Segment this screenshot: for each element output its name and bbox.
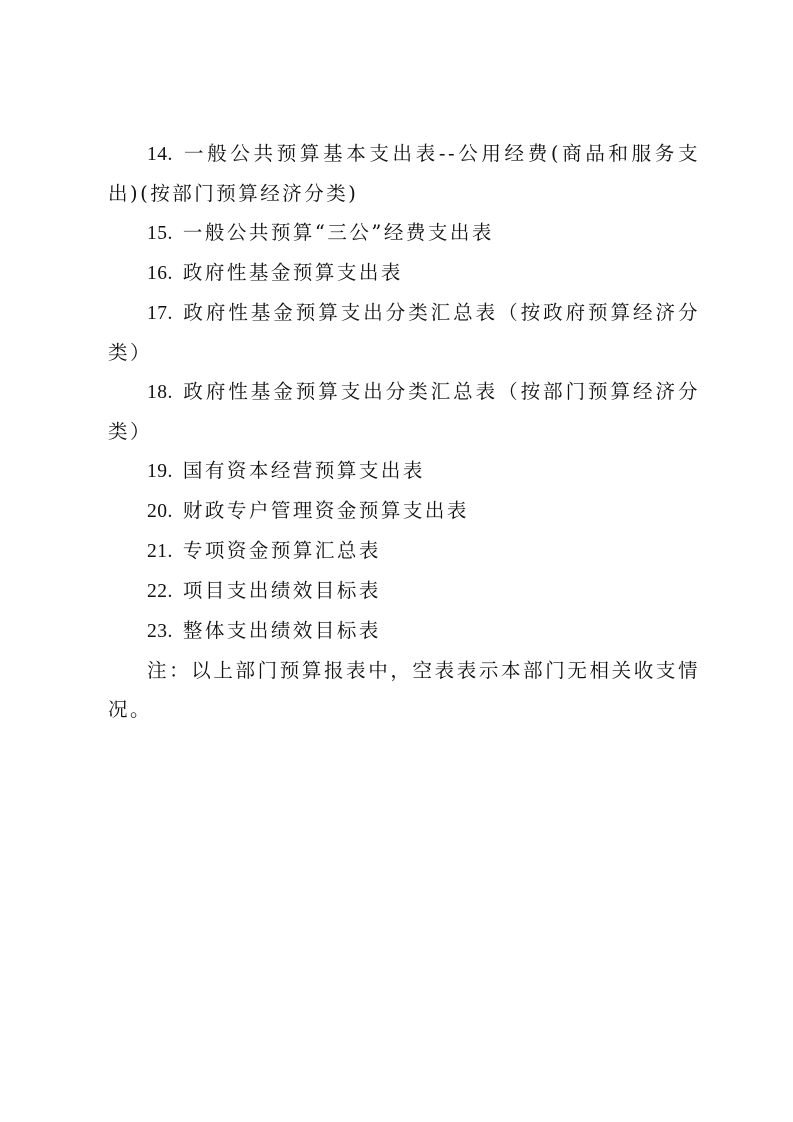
item-text: 一般公共预算“三公”经费支出表 (182, 221, 494, 244)
note-paragraph: 注：以上部门预算报表中，空表表示本部门无相关收支情况。 (108, 659, 700, 721)
list-item (108, 451, 700, 491)
list-item (108, 253, 700, 293)
item-number: 14. (147, 144, 173, 165)
item-number: 17. (147, 303, 173, 324)
item-number: 20. (147, 501, 173, 522)
item-text: 财政专户管理资金预算支出表 (182, 499, 469, 522)
item-text: 整体支出绩效目标表 (182, 619, 381, 642)
list-item (108, 531, 700, 571)
list-item (108, 491, 700, 531)
item-number: 16. (147, 263, 173, 284)
list-item (108, 372, 700, 451)
item-number: 15. (147, 223, 173, 244)
document-body (108, 134, 700, 729)
item-number: 22. (147, 581, 173, 602)
item-text: 一般公共预算基本支出表--公用经费(商品和服务支出)(按部门预算经济分类) (108, 142, 700, 205)
list-item (108, 293, 700, 372)
list-item (108, 134, 700, 213)
item-number: 19. (147, 461, 173, 482)
list-item (108, 213, 700, 253)
item-text: 专项资金预算汇总表 (182, 539, 381, 562)
list-item (108, 611, 700, 651)
item-text: 政府性基金预算支出分类汇总表（按政府预算经济分类） (108, 301, 700, 364)
item-number: 21. (147, 541, 173, 562)
item-text: 项目支出绩效目标表 (182, 579, 381, 602)
item-text: 国有资本经营预算支出表 (182, 459, 425, 482)
item-number: 18. (147, 382, 173, 403)
item-text: 政府性基金预算支出分类汇总表（按部门预算经济分类） (108, 380, 700, 443)
list-item (108, 571, 700, 611)
item-text: 政府性基金预算支出表 (182, 261, 403, 284)
item-number: 23. (147, 621, 173, 642)
